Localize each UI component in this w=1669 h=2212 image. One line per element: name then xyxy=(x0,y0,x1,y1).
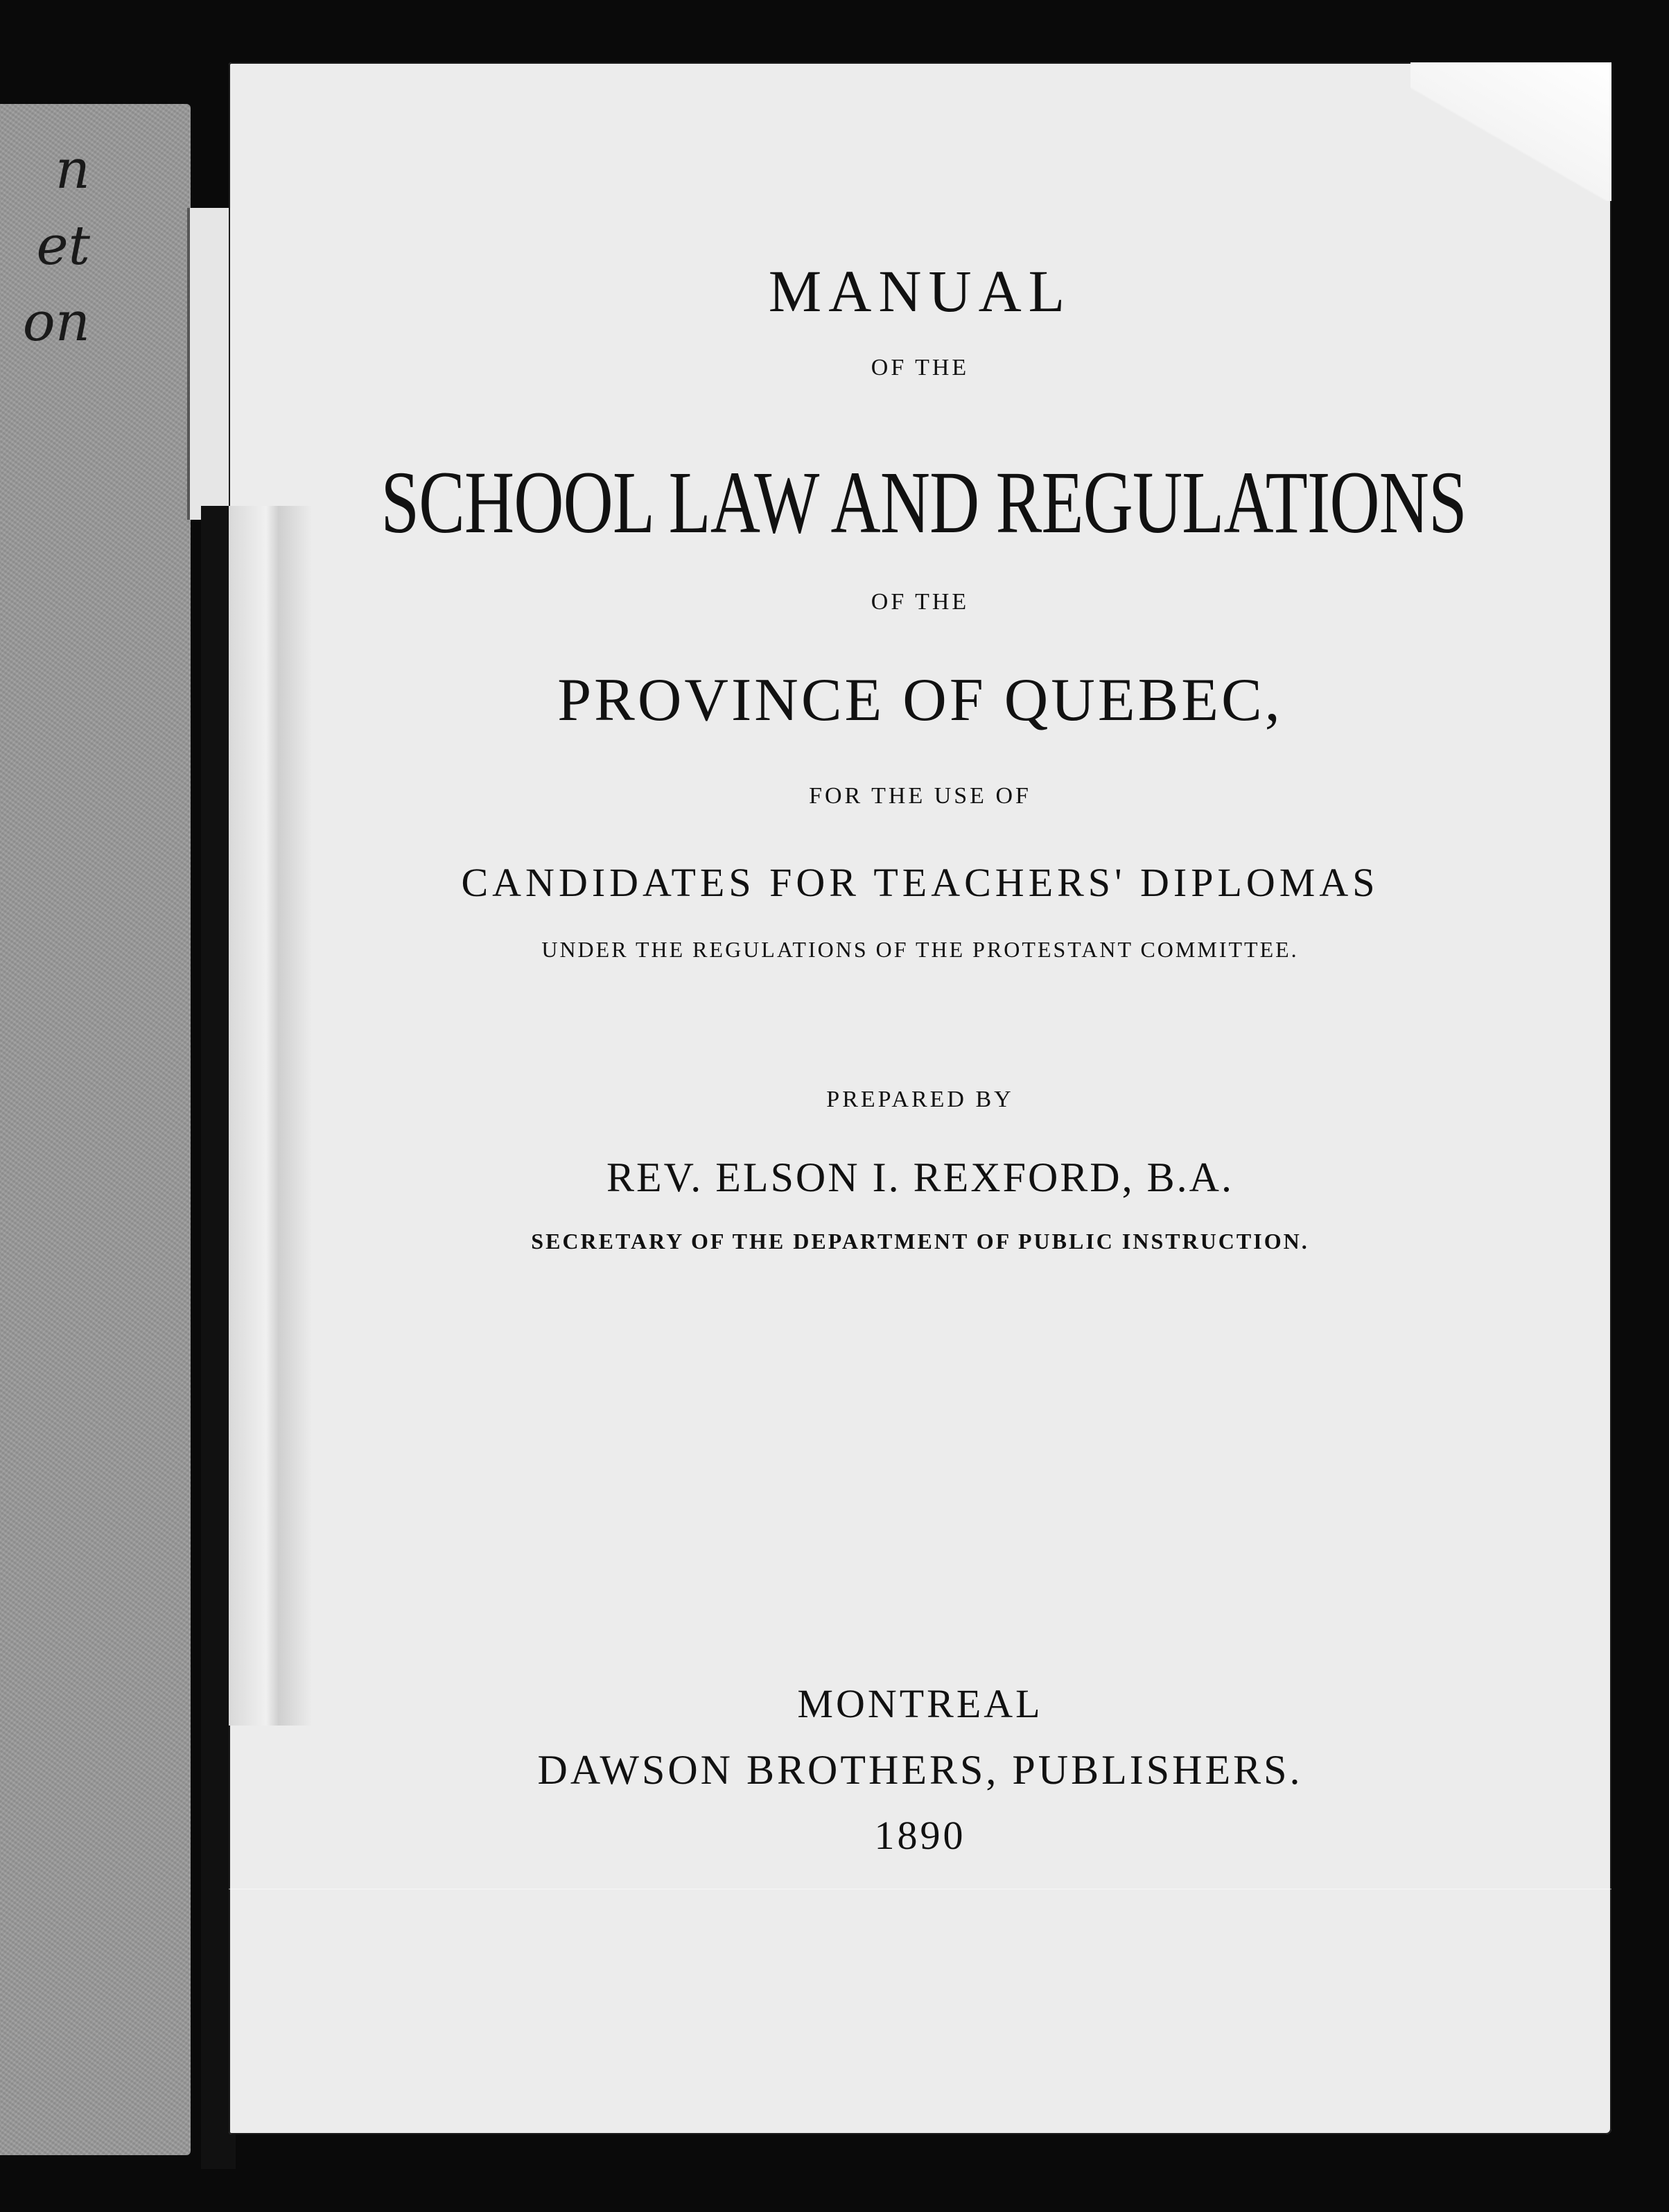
author-name: REV. ELSON I. REXFORD, B.A. xyxy=(606,1155,1234,1200)
manual-heading: MANUAL xyxy=(768,258,1072,324)
title-block xyxy=(229,62,1611,2134)
of-the-connector: OF THE xyxy=(871,589,970,615)
handwriting-line: on xyxy=(22,291,90,353)
scan-artifact-line xyxy=(229,1888,1611,1890)
candidates-line: CANDIDATES FOR TEACHERS' DIPLOMAS xyxy=(461,860,1379,905)
author-title: SECRETARY OF THE DEPARTMENT OF PUBLIC INSTRUCTION. xyxy=(531,1229,1309,1254)
prepared-by-line: PREPARED BY xyxy=(826,1087,1014,1112)
handwriting-line: n xyxy=(55,139,90,201)
publication-city: MONTREAL xyxy=(797,1681,1043,1726)
of-the-connector: OF THE xyxy=(871,355,970,380)
book-cover-board xyxy=(0,104,191,2155)
cover-handwriting xyxy=(0,132,90,360)
province-title: PROVINCE OF QUEBEC, xyxy=(557,667,1283,734)
handwriting-line: et xyxy=(36,215,90,277)
publisher-name: DAWSON BROTHERS, PUBLISHERS. xyxy=(537,1747,1303,1793)
for-use-line: FOR THE USE OF xyxy=(809,783,1031,809)
regulations-line: UNDER THE REGULATIONS OF THE PROTESTANT COMMITTEE. xyxy=(541,937,1299,962)
main-title: SCHOOL LAW AND REGULATIONS xyxy=(381,453,1467,552)
title-page xyxy=(229,62,1611,2134)
publication-year: 1890 xyxy=(874,1813,966,1858)
